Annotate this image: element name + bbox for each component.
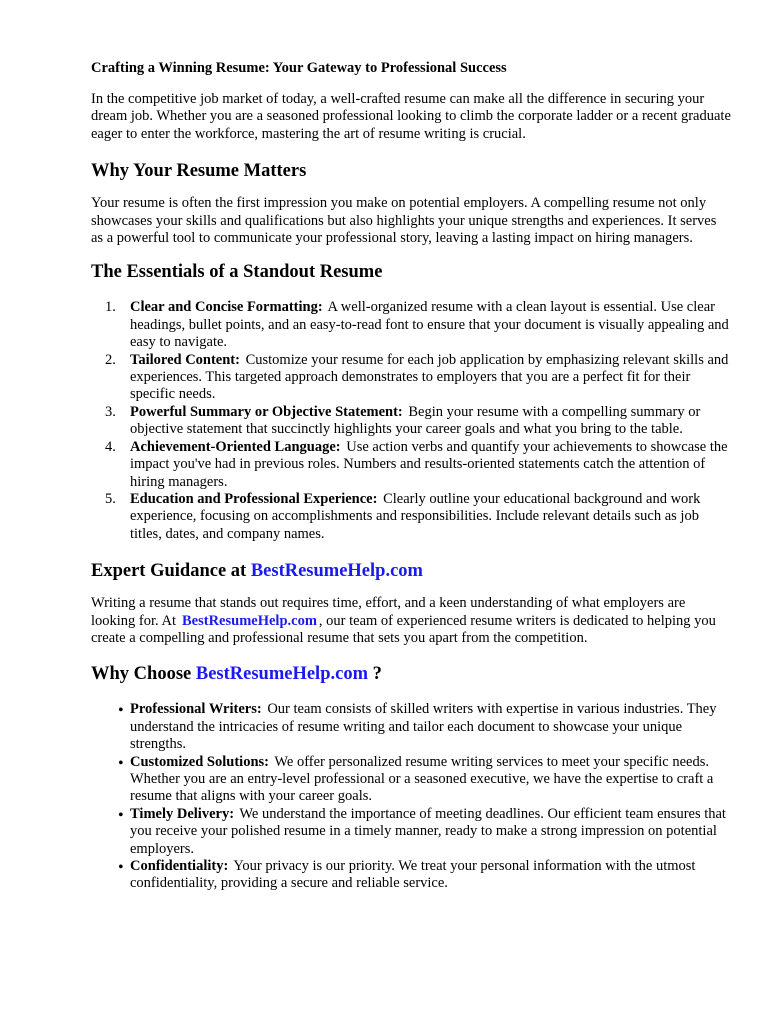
list-item-term: Customized Solutions: bbox=[130, 753, 269, 770]
heading-expert-guidance bbox=[91, 560, 731, 582]
list-item-term: Achievement-Oriented Language: bbox=[130, 438, 341, 455]
document-page bbox=[91, 58, 731, 893]
list-number: 3. bbox=[105, 403, 116, 420]
list-item-term: Timely Delivery: bbox=[130, 805, 235, 822]
list-item-text: Our team consists of skilled writers with expertise in various industries. They understand the intricacies of resume writing and tailor each document to showcase your unique strengths. bbox=[130, 701, 717, 753]
list-number: 4. bbox=[105, 438, 116, 455]
list-item-term: Education and Professional Experience: bbox=[130, 490, 378, 507]
list-item-term: Confidentiality: bbox=[130, 858, 229, 874]
list-number: 2. bbox=[105, 351, 116, 368]
list-item-term: Professional Writers: bbox=[130, 701, 262, 718]
heading-why-choose-suffix: ? bbox=[372, 664, 382, 685]
heading-expert-prefix: Expert Guidance at bbox=[91, 561, 247, 582]
essentials-list bbox=[91, 299, 731, 543]
document-title: Crafting a Winning Resume: Your Gateway to Professional Success bbox=[91, 60, 507, 76]
expert-guidance-paragraph bbox=[91, 595, 731, 647]
bestresumehelp-heading-link[interactable]: BestResumeHelp.com bbox=[250, 561, 423, 582]
bullet-icon: • bbox=[118, 754, 124, 772]
bullet-icon: • bbox=[118, 859, 124, 876]
list-number: 1. bbox=[105, 299, 116, 316]
list-item bbox=[105, 351, 731, 404]
intro-paragraph: In the competitive job market of today, a well-crafted resume can make all the difference in securing your dream job. Whether you are a seasoned professional looking to climb the corporate ladder or a recent graduate eager to enter the workforce, mastering the art of resume writing is crucial. bbox=[91, 91, 731, 142]
list-item bbox=[118, 701, 731, 753]
bestresumehelp-choose-link[interactable]: BestResumeHelp.com bbox=[195, 664, 368, 685]
list-item-text: Customize your resume for each job application by emphasizing relevant skills and experiences. This targeted approach demonstrates to employers that you are a perfect fit for their specific needs. bbox=[130, 351, 729, 403]
list-item-text: Use action verbs and quantify your achievements to showcase the impact you've had in previous roles. Numbers and results-oriented statements catch the attention of hiring managers. bbox=[130, 438, 728, 490]
list-item bbox=[118, 858, 731, 893]
expert-body-before: Writing a resume that stands out requires time, effort, and a keen understanding of what employers are looking for. At bbox=[91, 595, 686, 629]
bullet-icon: • bbox=[118, 702, 124, 720]
why-resume-matters-paragraph: Your resume is often the first impression you make on potential employers. A compelling resume not only showcases your skills and qualifications but also highlights your unique strengths and experiences. It serves as a powerful tool to communicate your professional story, leaving a lasting impact on hiring managers. bbox=[91, 195, 717, 247]
list-item bbox=[118, 753, 731, 806]
why-choose-list bbox=[91, 701, 731, 892]
expert-body-after: , our team of experienced resume writers is dedicated to helping you create a compelling and professional resume that sets you apart from the competition. bbox=[91, 612, 716, 646]
list-item-text: We understand the importance of meeting deadlines. Our efficient team ensures that you receive your polished resume in a timely manner, ready to make a strong impression on potential employers. bbox=[130, 805, 726, 857]
heading-essentials: The Essentials of a Standout Resume bbox=[91, 262, 383, 283]
list-item-text: A well-organized resume with a clean layout is essential. Use clear headings, bullet points, and an easy-to-read font to ensure that your document is visually appealing and easy to navigate. bbox=[130, 299, 729, 351]
list-item bbox=[118, 805, 731, 858]
list-item-term: Powerful Summary or Objective Statement: bbox=[130, 403, 403, 420]
list-item-text: Begin your resume with a compelling summary or objective statement that succinctly highlights your career goals and what you bring to the table. bbox=[130, 403, 701, 438]
list-item bbox=[105, 299, 731, 351]
list-item-text: Your privacy is our priority. We treat your personal information with the utmost confidentiality, providing a secure and reliable service. bbox=[130, 858, 696, 892]
bullet-icon: • bbox=[118, 806, 124, 824]
list-item-term: Tailored Content: bbox=[130, 351, 240, 368]
heading-why-choose-prefix: Why Choose bbox=[91, 664, 192, 685]
bestresumehelp-inline-link[interactable]: BestResumeHelp.com bbox=[182, 612, 317, 629]
list-number: 5. bbox=[105, 490, 116, 507]
list-item bbox=[105, 403, 731, 439]
list-item-text: We offer personalized resume writing services to meet your specific needs. Whether you are an entry-level professional or a seasoned executive, we have the expertise to craft a resume that aligns with your career goals. bbox=[130, 753, 714, 805]
list-item bbox=[105, 490, 731, 543]
heading-why-choose bbox=[91, 663, 731, 685]
heading-why-resume-matters: Why Your Resume Matters bbox=[91, 161, 307, 182]
list-item-term: Clear and Concise Formatting: bbox=[130, 299, 323, 316]
list-item bbox=[105, 438, 731, 491]
list-item-text: Clearly outline your educational background and work experience, focusing on accomplishments and responsibilities. Include relevant details such as job titles, dates, and company names. bbox=[130, 490, 701, 542]
